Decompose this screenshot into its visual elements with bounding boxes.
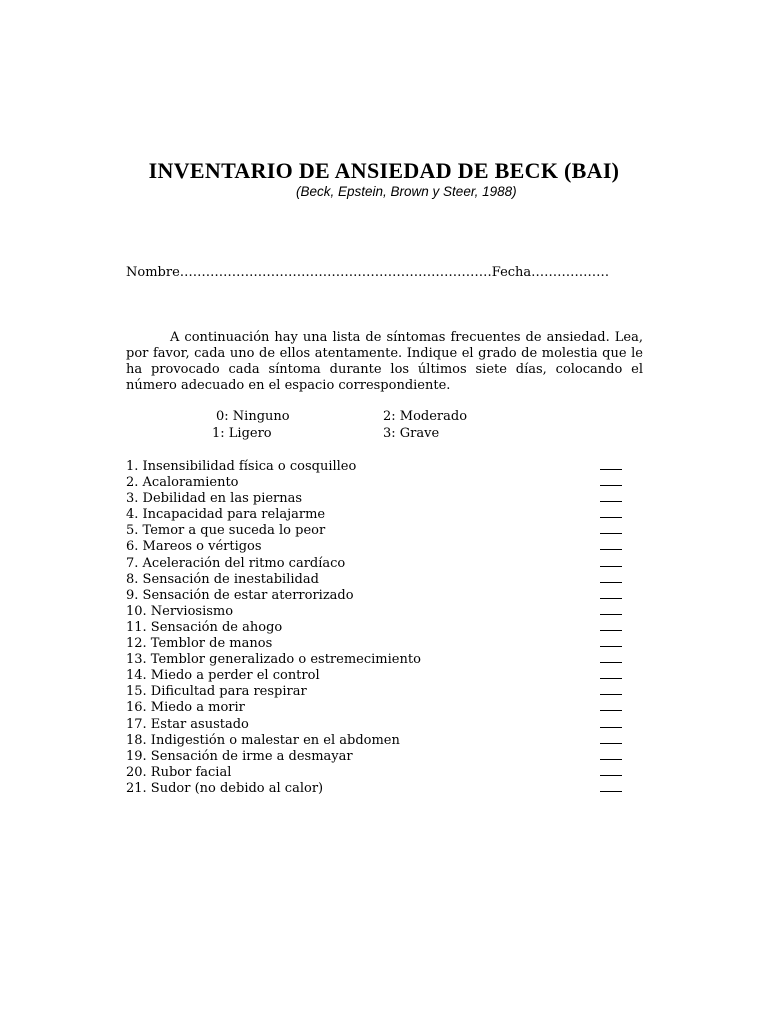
answer-blank[interactable] <box>600 521 622 534</box>
scale-option-1: 1: Ligero <box>212 426 272 441</box>
symptom-label: 8. Sensación de inestabilidad <box>126 571 319 587</box>
answer-blank[interactable] <box>600 747 622 760</box>
symptom-label: 12. Temblor de manos <box>126 636 273 652</box>
symptom-label: 14. Miedo a perder el control <box>126 668 320 684</box>
list-item <box>126 698 622 714</box>
symptom-list <box>126 457 622 795</box>
symptom-label: 17. Estar asustado <box>126 716 249 732</box>
list-item <box>126 521 622 537</box>
answer-blank[interactable] <box>600 666 622 679</box>
symptom-label: 15. Dificultad para respirar <box>126 684 307 700</box>
symptom-label: 9. Sensación de estar aterrorizado <box>126 587 354 603</box>
symptom-label: 21. Sudor (no debido al calor) <box>126 780 324 796</box>
list-item <box>126 586 622 602</box>
list-item <box>126 537 622 553</box>
answer-blank[interactable] <box>600 618 622 631</box>
list-item <box>126 570 622 586</box>
answer-blank[interactable] <box>600 779 622 792</box>
list-item <box>126 554 622 570</box>
symptom-label: 18. Indigestión o malestar en el abdomen <box>126 732 400 748</box>
answer-blank[interactable] <box>600 489 622 502</box>
answer-blank[interactable] <box>600 554 622 567</box>
symptom-label: 1. Insensibilidad física o cosquilleo <box>126 459 357 474</box>
answer-blank[interactable] <box>600 698 622 711</box>
list-item <box>126 747 622 763</box>
symptom-label: 11. Sensación de ahogo <box>126 619 283 635</box>
symptom-label: 7. Aceleración del ritmo cardíaco <box>126 555 346 571</box>
list-item <box>126 650 622 666</box>
answer-blank[interactable] <box>600 457 622 470</box>
list-item <box>126 715 622 731</box>
answer-blank[interactable] <box>600 586 622 599</box>
symptom-label: 16. Miedo a morir <box>126 700 245 716</box>
scale-option-2: 2: Moderado <box>383 409 468 424</box>
answer-blank[interactable] <box>600 505 622 518</box>
list-item <box>126 489 622 505</box>
list-item <box>126 682 622 698</box>
symptom-label: 20. Rubor facial <box>126 764 232 780</box>
answer-blank[interactable] <box>600 537 622 550</box>
name-date-line: Nombre………………………………………………………………Fecha……………… <box>126 265 610 280</box>
symptom-label: 5. Temor a que suceda lo peor <box>126 523 326 539</box>
symptom-label: 19. Sensación de irme a desmayar <box>126 748 353 764</box>
instructions-paragraph: A continuación hay una lista de síntomas frecuentes de ansiedad. Lea, por favor, cada uno de ellos atentamente. Indique el grado de molestia que le ha provocado cada síntoma durante los últimos siete días, colocando el número adecuado en el espacio correspondiente. <box>126 330 643 393</box>
answer-blank[interactable] <box>600 763 622 776</box>
document-title: INVENTARIO DE ANSIEDAD DE BECK (BAI) <box>148 158 620 183</box>
list-item <box>126 457 622 473</box>
list-item <box>126 763 622 779</box>
list-item <box>126 634 622 650</box>
document-citation: (Beck, Epstein, Brown y Steer, 1988) <box>296 184 517 199</box>
list-item <box>126 618 622 634</box>
list-item <box>126 779 622 795</box>
answer-blank[interactable] <box>600 731 622 744</box>
list-item <box>126 666 622 682</box>
scale-option-0: 0: Ninguno <box>216 409 290 424</box>
symptom-label: 10. Nerviosismo <box>126 603 234 619</box>
list-item <box>126 731 622 747</box>
symptom-label: 2. Acaloramiento <box>126 475 239 491</box>
scale-option-3: 3: Grave <box>383 426 440 441</box>
answer-blank[interactable] <box>600 634 622 647</box>
answer-blank[interactable] <box>600 570 622 583</box>
symptom-label: 3. Debilidad en las piernas <box>126 491 303 507</box>
answer-blank[interactable] <box>600 650 622 663</box>
answer-blank[interactable] <box>600 473 622 486</box>
symptom-label: 13. Temblor generalizado o estremecimiento <box>126 652 421 668</box>
answer-blank[interactable] <box>600 602 622 615</box>
answer-blank[interactable] <box>600 715 622 728</box>
symptom-label: 6. Mareos o vértigos <box>126 539 262 555</box>
answer-blank[interactable] <box>600 682 622 695</box>
symptom-label: 4. Incapacidad para relajarme <box>126 507 326 523</box>
list-item <box>126 602 622 618</box>
list-item <box>126 473 622 489</box>
list-item <box>126 505 622 521</box>
